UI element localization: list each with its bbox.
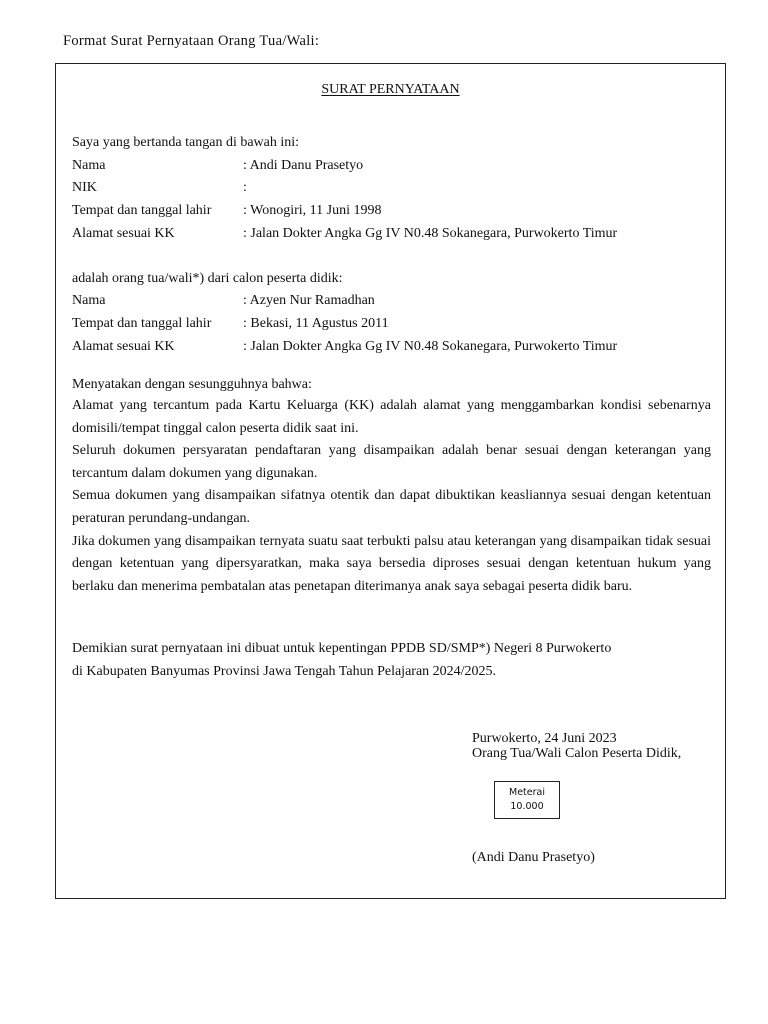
letter-frame bbox=[55, 63, 726, 899]
signer-name: (Andi Danu Prasetyo) bbox=[472, 850, 595, 865]
student-address-value: : Jalan Dokter Angka Gg IV N0.48 Sokanegara, Purwokerto Timur bbox=[243, 339, 618, 354]
student-address-label: Alamat sesuai KK bbox=[72, 339, 175, 354]
student-birth-label: Tempat dan tanggal lahir bbox=[72, 316, 212, 331]
closing-line-1: Demikian surat pernyataan ini dibuat untuk kepentingan PPDB SD/SMP*) Negeri 8 Purwokerto bbox=[72, 641, 612, 656]
student-intro-text: adalah orang tua/wali*) dari calon peserta didik: bbox=[72, 271, 343, 286]
statement-list bbox=[72, 395, 711, 598]
student-name-value: : Azyen Nur Ramadhan bbox=[243, 293, 375, 308]
statement-item: Seluruh dokumen persyaratan pendaftaran yang disampaikan adalah benar sesuai dengan keterangan yang tercantum dalam dokumen yang digunakan. bbox=[72, 443, 711, 481]
letter-title: SURAT PERNYATAAN bbox=[321, 82, 460, 97]
parent-address-label: Alamat sesuai KK bbox=[72, 226, 175, 241]
closing-line-2: di Kabupaten Banyumas Provinsi Jawa Tengah Tahun Pelajaran 2024/2025. bbox=[72, 664, 497, 679]
statement-intro-text: Menyatakan dengan sesungguhnya bahwa: bbox=[72, 377, 312, 392]
parent-nik-value: : bbox=[243, 180, 247, 195]
statement-item: Jika dokumen yang disampaikan ternyata suatu saat terbukti palsu atau keterangan yang disampaikan tidak sesuai dengan ketentuan yang dipersyaratkan, maka saya bersedia diproses sesuai dengan ketentuan hukum yang berlaku dan menerima pembatalan atas penetapan diterimanya anak saya sebagai peserta didik baru. bbox=[72, 533, 711, 594]
intro-text: Saya yang bertanda tangan di bawah ini: bbox=[72, 135, 300, 150]
page-heading: Format Surat Pernyataan Orang Tua/Wali: bbox=[63, 33, 320, 49]
statement-item: Semua dokumen yang disampaikan sifatnya otentik dan dapat dibuktikan keasliannya sesuai dengan ketentuan peraturan perundang-undangan. bbox=[72, 488, 711, 526]
student-name-label: Nama bbox=[72, 293, 106, 308]
parent-address-value: : Jalan Dokter Angka Gg IV N0.48 Sokanegara, Purwokerto Timur bbox=[243, 226, 618, 241]
meterai-stamp-box bbox=[494, 781, 560, 819]
parent-name-label: Nama bbox=[72, 158, 106, 173]
statement-item: Alamat yang tercantum pada Kartu Keluarga (KK) adalah alamat yang menggambarkan kondisi sebenarnya domisili/tempat tinggal calon peserta didik saat ini. bbox=[72, 398, 711, 436]
student-birth-value: : Bekasi, 11 Agustus 2011 bbox=[243, 316, 389, 331]
parent-birth-label: Tempat dan tanggal lahir bbox=[72, 203, 212, 218]
stamp-value: 10.000 bbox=[510, 801, 544, 812]
stamp-label: Meterai bbox=[509, 787, 545, 798]
parent-birth-value: : Wonogiri, 11 Juni 1998 bbox=[243, 203, 382, 218]
parent-name-value: : Andi Danu Prasetyo bbox=[243, 158, 364, 173]
place-date: Purwokerto, 24 Juni 2023 bbox=[472, 731, 617, 746]
parent-nik-label: NIK bbox=[72, 180, 97, 195]
signer-role: Orang Tua/Wali Calon Peserta Didik, bbox=[472, 746, 682, 761]
